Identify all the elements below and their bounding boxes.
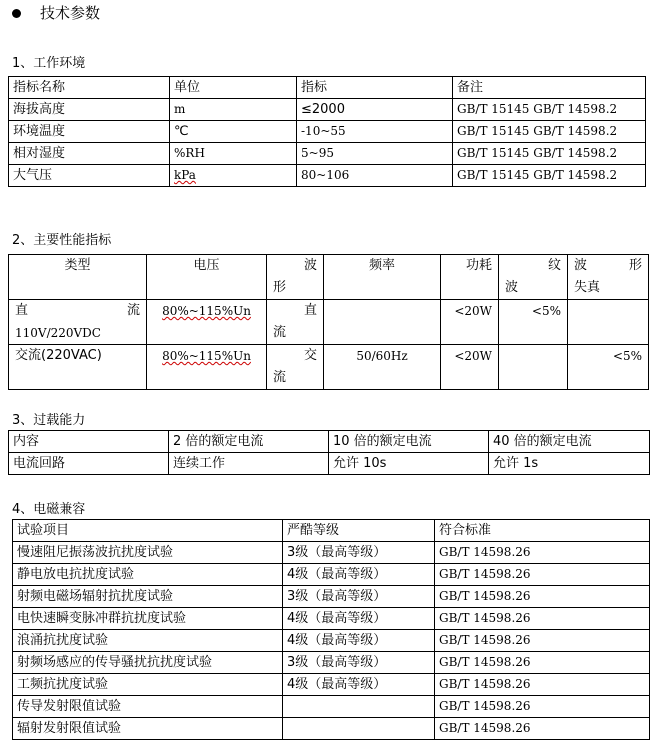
table-row — [9, 453, 650, 475]
emc-table — [12, 519, 650, 740]
table-row — [13, 542, 650, 564]
table-header-cell: 指标 — [297, 77, 453, 99]
table-cell: 2 倍的额定电流 — [169, 431, 329, 453]
dc-type-a: 直 — [15, 303, 29, 318]
table-cell: ℃ — [170, 121, 297, 143]
table-header-cell: 指标名称 — [9, 77, 170, 99]
table-header-row — [9, 255, 649, 300]
header-ripple-b: 波 — [505, 280, 519, 295]
table-cell: 4级（最高等级） — [283, 608, 435, 630]
table-cell — [267, 345, 324, 390]
table-cell: GB/T 14598.26 — [435, 542, 650, 564]
table-row — [9, 300, 649, 345]
table-cell: 4级（最高等级） — [283, 674, 435, 696]
table-cell: GB/T 14598.26 — [435, 564, 650, 586]
table-cell: 海拔高度 — [9, 99, 170, 121]
table-cell: GB/T 14598.26 — [435, 630, 650, 652]
table-cell — [568, 300, 649, 345]
table-header-cell: 符合标准 — [435, 520, 650, 542]
table-cell: 电流回路 — [9, 453, 169, 475]
table-header-row — [9, 77, 646, 99]
table-cell: 4级（最高等级） — [283, 564, 435, 586]
table-cell: 4级（最高等级） — [283, 630, 435, 652]
table-cell: 交流(220VAC) — [9, 345, 147, 390]
table-header-cell: 频率 — [324, 255, 441, 300]
table-cell: ≤2000 — [297, 99, 453, 121]
header-distort-c: 失真 — [574, 280, 601, 295]
ac-voltage: 80%~115%Un — [162, 349, 251, 363]
table-cell — [283, 696, 435, 718]
table-cell: GB/T 15145 GB/T 14598.2 — [453, 121, 646, 143]
table-header-cell: 试验项目 — [13, 520, 283, 542]
dc-type-c: 110V/220VDC — [15, 326, 101, 340]
header-ripple-a: 纹 — [547, 258, 561, 273]
table-row — [9, 121, 646, 143]
table-row — [13, 630, 650, 652]
dc-wave-a: 直 — [303, 303, 317, 318]
table-cell: <5% — [499, 300, 568, 345]
table-cell: GB/T 14598.26 — [435, 652, 650, 674]
table-cell: 允许 1s — [489, 453, 650, 475]
table-cell: 电快速瞬变脉冲群抗扰度试验 — [13, 608, 283, 630]
table-header-cell: 严酷等级 — [283, 520, 435, 542]
table-header-cell: 功耗 — [441, 255, 499, 300]
table-cell: GB/T 15145 GB/T 14598.2 — [453, 165, 646, 187]
table-cell: 射频场感应的传导骚扰抗扰度试验 — [13, 652, 283, 674]
table-cell: GB/T 14598.26 — [435, 608, 650, 630]
ac-wave-a: 交 — [303, 348, 317, 363]
table-row — [13, 608, 650, 630]
table-cell: 静电放电抗扰度试验 — [13, 564, 283, 586]
table-cell: 连续工作 — [169, 453, 329, 475]
table-cell: 3级（最高等级） — [283, 652, 435, 674]
table-header-row — [13, 520, 650, 542]
table-cell: 环境温度 — [9, 121, 170, 143]
page-title: 技术参数 — [40, 4, 101, 22]
header-distort-b: 形 — [628, 258, 642, 273]
section-heading-emc: 4、电磁兼容 — [12, 502, 86, 517]
overload-table — [8, 430, 650, 475]
table-cell: 辐射发射限值试验 — [13, 718, 283, 740]
table-cell — [267, 300, 324, 345]
table-cell: %RH — [170, 143, 297, 165]
header-wave-a: 波 — [303, 258, 317, 273]
bullet-icon — [12, 9, 21, 18]
table-header-cell: 电压 — [147, 255, 267, 300]
table-cell: GB/T 15145 GB/T 14598.2 — [453, 99, 646, 121]
header-distortion-top — [574, 255, 642, 277]
table-cell — [324, 300, 441, 345]
table-cell: GB/T 14598.26 — [435, 674, 650, 696]
table-row — [13, 696, 650, 718]
table-cell: 浪涌抗扰度试验 — [13, 630, 283, 652]
table-cell: 工频抗扰度试验 — [13, 674, 283, 696]
table-cell — [499, 345, 568, 390]
dc-type-top — [15, 300, 140, 322]
table-cell: GB/T 14598.26 — [435, 718, 650, 740]
table-cell: 相对湿度 — [9, 143, 170, 165]
table-cell: 10 倍的额定电流 — [329, 431, 489, 453]
table-cell: 3级（最高等级） — [283, 542, 435, 564]
performance-table — [8, 254, 649, 390]
table-cell: 允许 10s — [329, 453, 489, 475]
table-row — [13, 652, 650, 674]
table-cell: 40 倍的额定电流 — [489, 431, 650, 453]
table-cell: 大气压 — [9, 165, 170, 187]
section-heading-performance: 2、主要性能指标 — [12, 233, 112, 248]
header-distort-a: 波 — [574, 258, 588, 273]
table-header-cell: 备注 — [453, 77, 646, 99]
dc-type-b: 流 — [126, 303, 140, 318]
table-row — [9, 143, 646, 165]
table-cell: GB/T 14598.26 — [435, 586, 650, 608]
table-cell: 内容 — [9, 431, 169, 453]
table-row — [13, 718, 650, 740]
table-cell — [170, 165, 297, 187]
table-cell — [9, 300, 147, 345]
table-cell: -10~55 — [297, 121, 453, 143]
dc-wave-b: 流 — [273, 325, 287, 340]
table-cell — [147, 345, 267, 390]
table-cell: m — [170, 99, 297, 121]
table-cell: 3级（最高等级） — [283, 586, 435, 608]
table-header-cell — [568, 255, 649, 300]
table-row — [13, 586, 650, 608]
table-row — [9, 165, 646, 187]
table-cell — [147, 300, 267, 345]
table-header-cell: 单位 — [170, 77, 297, 99]
table-cell: <20W — [441, 300, 499, 345]
header-wave-b: 形 — [273, 280, 287, 295]
dc-voltage: 80%~115%Un — [162, 304, 251, 318]
unit-kpa: kPa — [174, 168, 196, 182]
table-cell: <5% — [568, 345, 649, 390]
table-cell: 50/60Hz — [324, 345, 441, 390]
table-cell: 80~106 — [297, 165, 453, 187]
table-header-cell — [499, 255, 568, 300]
table-cell: <20W — [441, 345, 499, 390]
table-cell: 5~95 — [297, 143, 453, 165]
table-row — [13, 564, 650, 586]
table-header-cell — [267, 255, 324, 300]
table-cell: 传导发射限值试验 — [13, 696, 283, 718]
environment-table — [8, 76, 646, 187]
table-cell: GB/T 14598.26 — [435, 696, 650, 718]
table-cell: GB/T 15145 GB/T 14598.2 — [453, 143, 646, 165]
table-cell: 射频电磁场辐射抗扰度试验 — [13, 586, 283, 608]
table-cell — [283, 718, 435, 740]
section-heading-overload: 3、过载能力 — [12, 413, 86, 428]
ac-wave-b: 流 — [273, 370, 287, 385]
table-header-cell: 类型 — [9, 255, 147, 300]
table-row — [13, 674, 650, 696]
table-cell: 慢速阻尼振荡波抗扰度试验 — [13, 542, 283, 564]
table-row — [9, 345, 649, 390]
table-row — [9, 431, 650, 453]
section-heading-environment: 1、工作环境 — [12, 56, 86, 71]
table-row — [9, 99, 646, 121]
